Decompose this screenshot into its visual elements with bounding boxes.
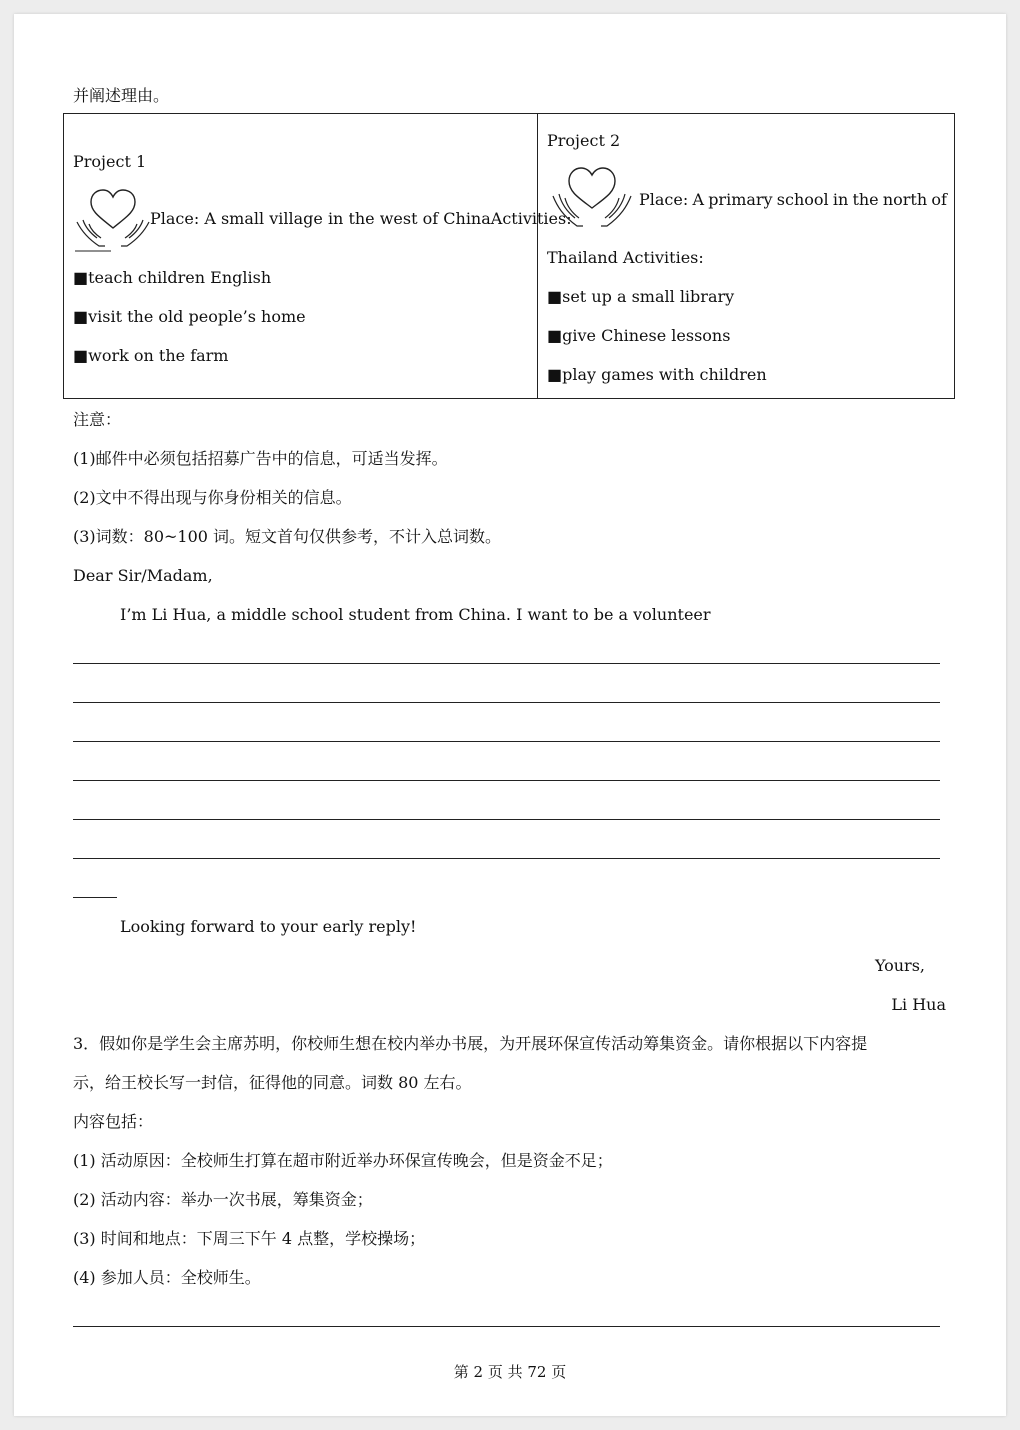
project1-activity-2: ■visit the old people’s home (73, 307, 306, 326)
question3-item-3: (3) 时间和地点：下周三下午 4 点整，学校操场； (73, 1229, 426, 1248)
place-word: the (852, 190, 879, 209)
question3-item-2: (2) 活动内容：举办一次书展，筹集资金； (73, 1190, 373, 1209)
project2-activity-1: ■set up a small library (547, 287, 735, 306)
answer-line (73, 1326, 940, 1327)
place-word: north (882, 190, 928, 209)
intro-tail: 并阐述理由。 (73, 86, 170, 105)
answer-line (73, 819, 940, 820)
letter-signoff: Yours, (874, 956, 925, 975)
table-divider (537, 114, 538, 398)
project1-place: Place: A small village in the west of ChinaActivities: (150, 209, 572, 228)
answer-line (73, 858, 940, 859)
question3-heading: 内容包括： (73, 1112, 154, 1131)
page-footer: 第 2 页 共 72 页 (453, 1363, 567, 1381)
answer-line (73, 780, 940, 781)
project2-title: Project 2 (547, 131, 621, 150)
project2-place (639, 190, 947, 210)
project2-activity-3: ■play games with children (547, 365, 767, 384)
place-word: primary (708, 190, 773, 209)
note-item-2: (2)文中不得出现与你身份相关的信息。 (73, 488, 352, 507)
answer-line (73, 663, 940, 664)
place-word: of (931, 190, 947, 209)
letter-closing: Looking forward to your early reply! (120, 917, 417, 936)
project1-activity-3: ■work on the farm (73, 346, 229, 365)
letter-opening: I’m Li Hua, a middle school student from China. I want to be a volunteer (120, 605, 711, 624)
answer-line (73, 702, 940, 703)
place-word: school (776, 190, 829, 209)
answer-line-short (73, 897, 117, 898)
place-word: Place: (639, 190, 689, 209)
place-word: in (832, 190, 849, 209)
heart-hands-icon (73, 184, 153, 254)
letter-greeting: Dear Sir/Madam, (73, 566, 213, 585)
question3-line2: 示，给王校长写一封信，征得他的同意。词数 80 左右。 (73, 1073, 472, 1092)
project2-place-cont: Thailand Activities: (547, 248, 704, 267)
answer-line (73, 741, 940, 742)
letter-name: Li Hua (891, 995, 946, 1014)
note-item-1: (1)邮件中必须包括招募广告中的信息，可适当发挥。 (73, 449, 448, 468)
note-item-3: (3)词数：80~100 词。短文首句仅供参考，不计入总词数。 (73, 527, 502, 546)
question3-line1: 3．假如你是学生会主席苏明，你校师生想在校内举办书展，为开展环保宣传活动筹集资金。请你根据以下内容提 (73, 1034, 868, 1053)
project1-activity-1: ■teach children English (73, 268, 272, 287)
project-table (63, 113, 955, 399)
question3-item-1: (1) 活动原因：全校师生打算在超市附近举办环保宣传晚会，但是资金不足； (73, 1151, 613, 1170)
question3-item-4: (4) 参加人员：全校师生。 (73, 1268, 261, 1287)
notes-heading: 注意： (73, 410, 122, 429)
project1-title: Project 1 (73, 152, 147, 171)
place-word: A (692, 190, 704, 209)
project2-activity-2: ■give Chinese lessons (547, 326, 731, 345)
heart-hands-icon (547, 162, 637, 234)
